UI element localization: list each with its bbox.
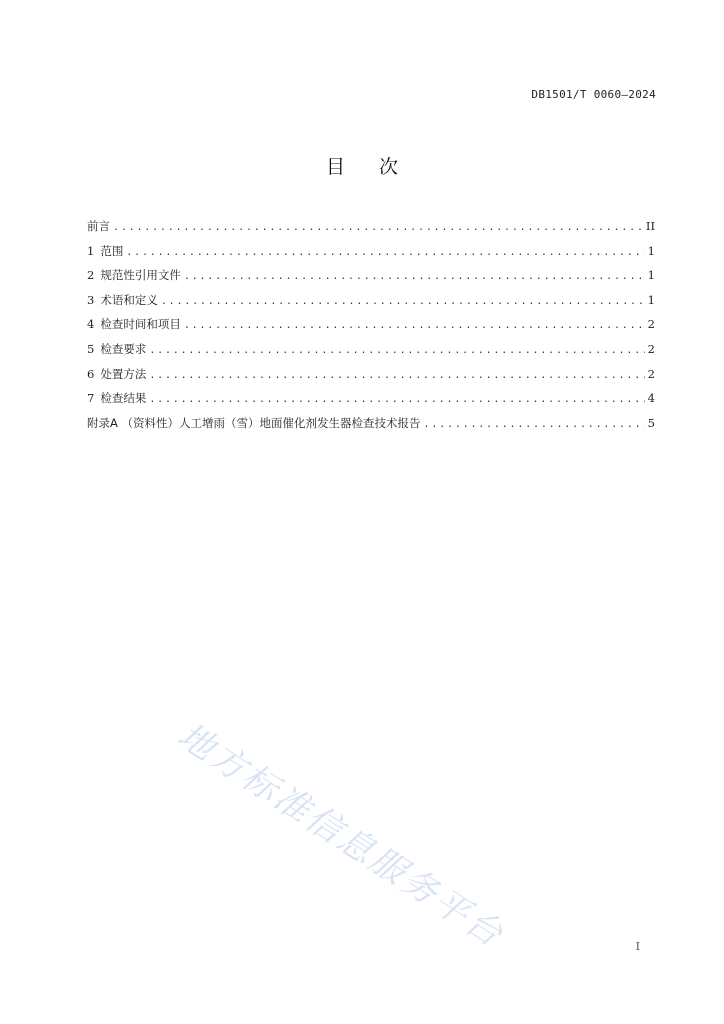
toc-entry-title: 前言: [87, 219, 110, 233]
toc-entry-page: 1: [647, 268, 655, 283]
toc-entry-page: 1: [647, 292, 655, 307]
toc-entry-number: 7: [87, 391, 95, 406]
watermark: 地方标准信息服务平台: [170, 715, 511, 957]
toc-entry-title: 检查时间和项目: [100, 317, 181, 332]
toc-entry-title: 规范性引用文件: [100, 268, 181, 283]
toc-entry-number: 3: [87, 292, 95, 307]
document-code: DB1501/T 0060—2024: [531, 88, 656, 101]
toc-entry-label: [87, 312, 184, 337]
toc-entry-label: [87, 288, 161, 313]
toc-entry-title: 附录A （资料性）人工增雨（雪）地面催化剂发生器检查技术报告: [87, 415, 421, 430]
toc-entry-normative-references[interactable]: [87, 263, 655, 288]
toc-entry-title: 范围: [100, 243, 124, 258]
toc-entry-page: 5: [647, 415, 655, 430]
dot-leader: [161, 290, 645, 315]
page-title: 目次: [325, 156, 432, 178]
table-of-contents: [87, 214, 655, 435]
toc-entry-number: 1: [87, 243, 95, 258]
toc-entry-title: 检查要求: [100, 341, 147, 356]
toc-entry-appendix-a[interactable]: [87, 411, 655, 436]
toc-entry-number: 2: [87, 268, 95, 283]
toc-entry-label: [87, 362, 149, 387]
toc-entry-page: 1: [647, 243, 655, 258]
toc-entry-disposal-methods[interactable]: [87, 362, 655, 387]
toc-entry-number: 6: [87, 366, 95, 381]
toc-entry-inspection-requirements[interactable]: [87, 337, 655, 362]
toc-entry-foreword[interactable]: [87, 214, 655, 239]
dot-leader: [149, 364, 644, 389]
toc-entry-label: [87, 239, 126, 264]
toc-entry-title: 术语和定义: [100, 292, 158, 307]
toc-entry-number: 5: [87, 341, 95, 356]
toc-entry-scope[interactable]: [87, 239, 655, 264]
dot-leader: [149, 388, 644, 413]
toc-entry-label: [87, 263, 184, 288]
dot-leader: [184, 265, 645, 290]
toc-entry-inspection-results[interactable]: [87, 386, 655, 411]
toc-entry-title: 检查结果: [100, 391, 147, 406]
toc-entry-label: [87, 214, 113, 239]
toc-entry-page: II: [645, 219, 655, 233]
toc-entry-title: 处置方法: [100, 366, 147, 381]
toc-entry-inspection-time-items[interactable]: [87, 312, 655, 337]
dot-leader: [184, 314, 645, 339]
toc-entry-page: 4: [647, 391, 655, 406]
dot-leader: [126, 241, 644, 266]
dot-leader: [424, 413, 645, 438]
toc-entry-label: [87, 411, 424, 436]
toc-entry-page: 2: [647, 317, 655, 332]
toc-entry-label: [87, 337, 149, 362]
page-number: I: [635, 940, 640, 953]
dot-leader: [149, 339, 644, 364]
dot-leader: [113, 216, 643, 241]
toc-entry-page: 2: [647, 341, 655, 356]
toc-entry-label: [87, 386, 149, 411]
toc-entry-page: 2: [647, 366, 655, 381]
toc-entry-terms-definitions[interactable]: [87, 288, 655, 313]
toc-entry-number: 4: [87, 317, 95, 332]
